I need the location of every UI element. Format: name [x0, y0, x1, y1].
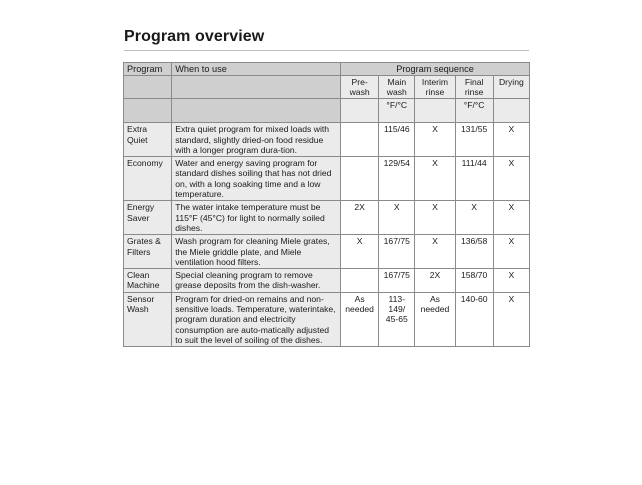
table-row — [124, 292, 530, 346]
program-name: Extra Quiet — [124, 123, 172, 157]
prewash-value — [341, 269, 379, 293]
units-interim — [415, 99, 455, 123]
units-final-rinse: °F/°C — [455, 99, 493, 123]
header-blank — [172, 76, 341, 99]
units-row — [124, 99, 530, 123]
program-name: Economy — [124, 157, 172, 201]
when-to-use: Extra quiet program for mixed loads with standard, slightly dried-on food residue with a longer program dura-tion. — [172, 123, 341, 157]
interim-rinse-value: X — [415, 235, 455, 269]
interim-rinse-value: X — [415, 157, 455, 201]
final-rinse-value: X — [455, 201, 493, 235]
table-row — [124, 235, 530, 269]
header-blank — [124, 76, 172, 99]
drying-value: X — [493, 123, 529, 157]
header-program: Program — [124, 63, 172, 76]
units-prewash — [341, 99, 379, 123]
when-to-use: Water and energy saving program for standard dishes soiling that has not dried on, with a long soaking time and a low temperature. — [172, 157, 341, 201]
when-to-use: Program for dried-on remains and non-sensitive loads. Temperature, waterintake, program duration and electricity consumption are auto-matically adjusted to suit the level of soiling of the dishes. — [172, 292, 341, 346]
title-divider — [124, 50, 529, 51]
program-name: Clean Machine — [124, 269, 172, 293]
program-name: Grates & Filters — [124, 235, 172, 269]
main-wash-value: 167/75 — [379, 235, 415, 269]
col-drying: Drying — [493, 76, 529, 99]
final-rinse-value: 131/55 — [455, 123, 493, 157]
col-main-wash: Main wash — [379, 76, 415, 99]
table-row — [124, 123, 530, 157]
interim-rinse-value: As needed — [415, 292, 455, 346]
when-to-use: Special cleaning program to remove grease deposits from the dish-washer. — [172, 269, 341, 293]
page-title: Program overview — [124, 28, 265, 45]
final-rinse-value: 111/44 — [455, 157, 493, 201]
drying-value: X — [493, 157, 529, 201]
units-main-wash: °F/°C — [379, 99, 415, 123]
final-rinse-value: 140-60 — [455, 292, 493, 346]
prewash-value: 2X — [341, 201, 379, 235]
main-wash-value: 115/46 — [379, 123, 415, 157]
main-wash-value: X — [379, 201, 415, 235]
prewash-value — [341, 157, 379, 201]
program-name: Sensor Wash — [124, 292, 172, 346]
main-wash-value: 113-149/ 45-65 — [379, 292, 415, 346]
table-row — [124, 157, 530, 201]
sequence-columns-row — [124, 76, 530, 99]
drying-value: X — [493, 235, 529, 269]
interim-rinse-value: X — [415, 201, 455, 235]
prewash-value: As needed — [341, 292, 379, 346]
when-to-use: Wash program for cleaning Miele grates, the Miele griddle plate, and Miele ventilation hood filters. — [172, 235, 341, 269]
drying-value: X — [493, 201, 529, 235]
col-interim-rinse: Interim rinse — [415, 76, 455, 99]
drying-value: X — [493, 269, 529, 293]
table-row — [124, 201, 530, 235]
program-name: Energy Saver — [124, 201, 172, 235]
units-blank — [124, 99, 172, 123]
main-wash-value: 129/54 — [379, 157, 415, 201]
header-program-sequence: Program sequence — [341, 63, 530, 76]
header-when-to-use: When to use — [172, 63, 341, 76]
program-overview-table — [123, 62, 530, 347]
prewash-value — [341, 123, 379, 157]
when-to-use: The water intake temperature must be 115°F (45°C) for light to normally soiled dishes. — [172, 201, 341, 235]
interim-rinse-value: 2X — [415, 269, 455, 293]
table-row — [124, 269, 530, 293]
units-blank — [172, 99, 341, 123]
final-rinse-value: 158/70 — [455, 269, 493, 293]
final-rinse-value: 136/58 — [455, 235, 493, 269]
col-final-rinse: Final rinse — [455, 76, 493, 99]
units-drying — [493, 99, 529, 123]
prewash-value: X — [341, 235, 379, 269]
table-header-row — [124, 63, 530, 76]
main-wash-value: 167/75 — [379, 269, 415, 293]
drying-value: X — [493, 292, 529, 346]
col-prewash: Pre- wash — [341, 76, 379, 99]
interim-rinse-value: X — [415, 123, 455, 157]
